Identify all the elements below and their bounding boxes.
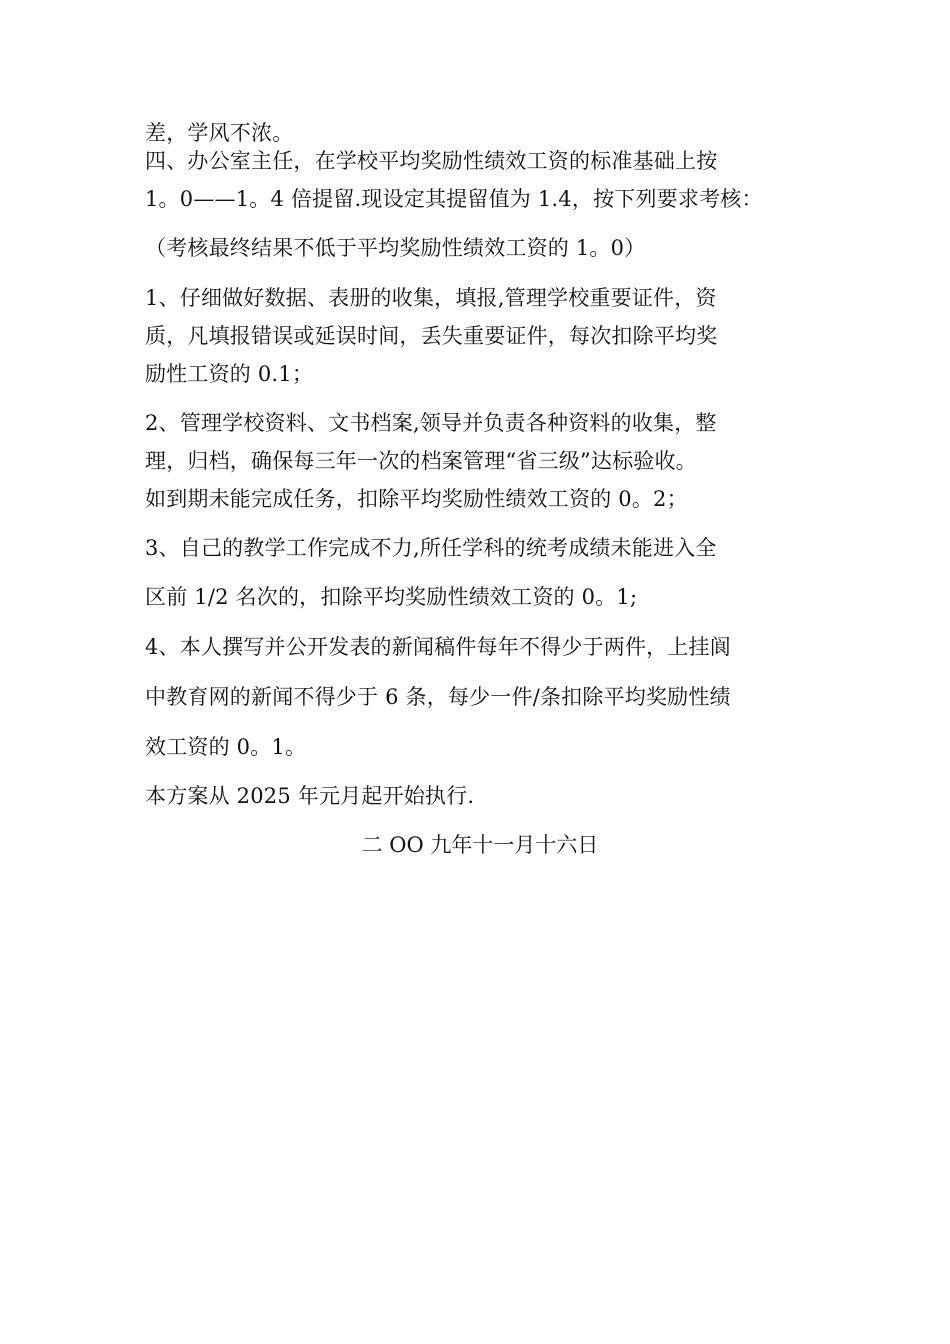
text-line-11: 3、自己的教学工作完成不力,所任学科的统考成绩未能进入全: [145, 536, 717, 560]
text-line-13: 4、本人撰写并公开发表的新闻稿件每年不得少于两件，上挂阆: [145, 635, 731, 659]
text-line-9: 理，归档，确保每三年一次的档案管理“省三级”达标验收。: [145, 449, 697, 473]
document-date: 二 OO 九年十一月十六日: [361, 833, 599, 857]
text-line-8: 2、管理学校资料、文书档案,领导并负责各种资料的收集，整: [145, 411, 717, 435]
text-line-2: 四、办公室主任，在学校平均奖励性绩效工资的标准基础上按: [145, 149, 718, 173]
text-line-16: 本方案从 2025 年元月起开始执行.: [145, 784, 475, 808]
text-line-15: 效工资的 0。1。: [145, 735, 307, 759]
text-line-6: 质，凡填报错误或延误时间，丢失重要证件，每次扣除平均奖: [145, 324, 718, 348]
text-line-1: 差，学风不浓。: [145, 121, 294, 145]
text-line-5: 1、仔细做好数据、表册的收集，填报,管理学校重要证件，资: [145, 286, 717, 310]
text-line-14: 中教育网的新闻不得少于 6 条，每少一件/条扣除平均奖励性绩: [145, 685, 731, 709]
text-line-7: 励性工资的 0.1；: [145, 362, 314, 386]
text-line-10: 如到期未能完成任务，扣除平均奖励性绩效工资的 0。2；: [145, 487, 688, 511]
text-line-3: 1。0——1。4 倍提留.现设定其提留值为 1.4，按下列要求考核：: [145, 187, 763, 211]
text-line-12: 区前 1/2 名次的，扣除平均奖励性绩效工资的 0。1;: [145, 585, 638, 609]
text-line-4: （考核最终结果不低于平均奖励性绩效工资的 1。0）: [145, 236, 646, 260]
